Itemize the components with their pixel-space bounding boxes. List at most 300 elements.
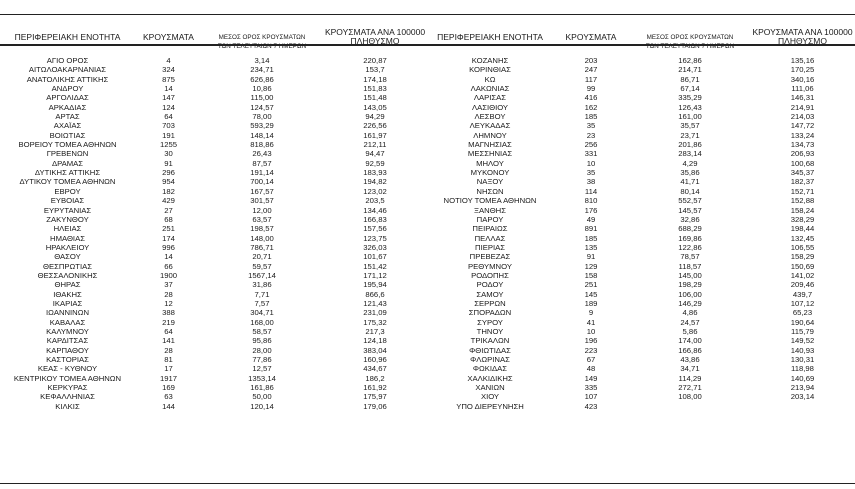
region-cell: ΦΛΩΡΙΝΑΣ xyxy=(470,355,510,364)
table-row xyxy=(428,168,855,177)
table-row xyxy=(428,234,855,243)
table-row xyxy=(0,402,428,411)
region-cell: ΠΑΡΟΥ xyxy=(476,214,504,224)
avg7-cell: 4,29 xyxy=(682,158,698,168)
table-row xyxy=(0,252,428,261)
region-cell: ΘΕΣΣΑΛΟΝΙΚΗΣ xyxy=(37,270,98,280)
per100k-cell: 106,55 xyxy=(790,242,815,252)
cases-cell: 296 xyxy=(162,168,175,178)
cases-cell: 68 xyxy=(164,214,173,224)
per100k-cell: 190,64 xyxy=(790,317,815,327)
avg7-cell: 63,57 xyxy=(252,214,272,224)
region-cell: ΛΗΜΝΟΥ xyxy=(473,130,507,140)
region-cell: ΚΙΛΚΙΣ xyxy=(55,401,80,411)
avg7-cell: 59,57 xyxy=(252,261,272,271)
avg7-cell: 114,29 xyxy=(678,373,702,383)
cases-cell: 129 xyxy=(584,261,598,271)
avg7-cell: 23,71 xyxy=(680,130,700,140)
cases-cell: 203 xyxy=(584,56,598,65)
per100k-cell: 175,32 xyxy=(363,317,387,327)
table-row xyxy=(428,112,855,121)
table-row xyxy=(428,215,855,224)
avg7-cell: 168,00 xyxy=(250,317,274,327)
region-cell: ΚΩ xyxy=(484,74,496,84)
region-cell: ΖΑΚΥΝΘΟΥ xyxy=(46,214,89,224)
cases-cell: 37 xyxy=(164,280,173,290)
avg7-cell: 161,00 xyxy=(678,112,702,122)
cases-cell: 10 xyxy=(586,158,596,168)
region-cell: ΛΕΥΚΑΔΑΣ xyxy=(469,121,511,131)
region-cell: ΔΡΑΜΑΣ xyxy=(51,158,84,168)
table-row xyxy=(428,355,855,364)
header-avg7-left-line2: ΤΩΝ ΤΕΛΕΥΤΑΙΩΝ 7 ΗΜΕΡΩΝ xyxy=(217,43,307,50)
region-cell: ΑΓΙΟ ΟΡΟΣ xyxy=(46,56,89,65)
per100k-cell: 151,42 xyxy=(363,261,387,271)
avg7-cell: 80,14 xyxy=(680,186,700,196)
region-cell: ΡΕΘΥΜΝΟΥ xyxy=(468,261,512,271)
region-cell: ΠΕΙΡΑΙΩΣ xyxy=(472,224,508,234)
per100k-cell: 124,18 xyxy=(363,336,387,346)
table-row xyxy=(428,299,855,308)
per100k-cell: 220,87 xyxy=(363,56,387,65)
avg7-cell: 31,86 xyxy=(252,280,272,290)
table-row xyxy=(0,308,428,317)
region-cell: ΑΝΔΡΟΥ xyxy=(51,84,84,94)
cases-cell: 251 xyxy=(162,224,175,234)
per100k-cell: 866,6 xyxy=(365,289,385,299)
avg7-cell: 126,43 xyxy=(678,102,702,112)
avg7-cell: 7,57 xyxy=(254,298,270,308)
region-cell: ΑΡΚΑΔΙΑΣ xyxy=(48,102,87,112)
per100k-cell: 383,04 xyxy=(363,345,387,355)
cases-cell: 388 xyxy=(162,308,175,318)
region-cell: ΗΡΑΚΛΕΙΟΥ xyxy=(45,242,90,252)
left-data-table xyxy=(0,56,428,411)
per100k-cell: 328,29 xyxy=(790,214,815,224)
region-cell: ΣΥΡΟΥ xyxy=(477,317,503,327)
cases-cell: 875 xyxy=(162,74,175,84)
table-row xyxy=(428,121,855,130)
region-cell: ΘΗΡΑΣ xyxy=(54,280,81,290)
region-cell: ΚΕΑΣ - ΚΥΘΝΟΥ xyxy=(37,364,98,374)
table-row xyxy=(0,56,428,65)
avg7-cell: 786,71 xyxy=(250,242,274,252)
avg7-cell: 78,57 xyxy=(680,252,700,262)
region-cell: ΘΕΣΠΡΩΤΙΑΣ xyxy=(43,261,92,271)
cases-cell: 185 xyxy=(584,233,598,243)
cases-cell: 145 xyxy=(584,289,598,299)
cases-cell: 219 xyxy=(162,317,175,327)
cases-cell: 703 xyxy=(162,121,175,131)
header-region-left: ΠΕΡΙΦΕΡΕΙΑΚΗ ΕΝΟΤΗΤΑ xyxy=(14,32,121,42)
table-row xyxy=(0,318,428,327)
region-cell: ΒΟΡΕΙΟΥ ΤΟΜΕΑ ΑΘΗΝΩΝ xyxy=(18,140,117,150)
avg7-cell: 166,86 xyxy=(678,345,702,355)
avg7-cell xyxy=(630,402,750,411)
cases-cell: 247 xyxy=(584,65,598,75)
region-cell: ΗΛΕΙΑΣ xyxy=(53,224,82,234)
avg7-cell: 24,57 xyxy=(680,317,700,327)
per100k-cell: 182,37 xyxy=(790,177,815,187)
header-per100k-right-line1: ΚΡΟΥΣΜΑΤΑ ΑΝΑ 100000 xyxy=(752,27,853,37)
cases-cell: 176 xyxy=(584,205,598,215)
per100k-cell xyxy=(750,402,855,411)
cases-cell: 256 xyxy=(584,140,598,150)
avg7-cell: 162,86 xyxy=(678,56,702,65)
region-cell: ΘΑΣΟΥ xyxy=(54,252,81,262)
per100k-cell: 226,56 xyxy=(363,121,387,131)
per100k-cell: 217,3 xyxy=(365,326,385,336)
table-row xyxy=(0,234,428,243)
table-row xyxy=(428,243,855,252)
table-row xyxy=(0,290,428,299)
per100k-cell: 171,12 xyxy=(363,270,387,280)
avg7-cell: 78,00 xyxy=(252,112,272,122)
table-row xyxy=(428,402,855,411)
region-cell: ΚΑΣΤΟΡΙΑΣ xyxy=(46,355,89,364)
per100k-cell: 133,24 xyxy=(790,130,815,140)
region-cell: ΠΙΕΡΙΑΣ xyxy=(475,242,505,252)
avg7-cell: 3,14 xyxy=(254,56,270,65)
cases-cell: 10 xyxy=(586,326,596,336)
table-row xyxy=(0,346,428,355)
table-row xyxy=(0,112,428,121)
region-cell: ΡΟΔΟΠΗΣ xyxy=(471,270,509,280)
cases-cell: 810 xyxy=(584,196,598,206)
table-row xyxy=(428,346,855,355)
per100k-cell: 151,48 xyxy=(363,93,387,103)
region-cell: ΚΑΡΠΑΘΟΥ xyxy=(46,345,89,355)
per100k-cell: 161,92 xyxy=(363,383,387,393)
table-row xyxy=(0,149,428,158)
avg7-cell: 174,00 xyxy=(678,336,702,346)
cases-cell: 114 xyxy=(584,186,598,196)
cases-cell: 64 xyxy=(164,112,173,122)
avg7-cell: 120,14 xyxy=(250,401,274,411)
avg7-cell: 58,57 xyxy=(252,326,272,336)
per100k-cell: 157,56 xyxy=(363,224,387,234)
per100k-cell: 147,72 xyxy=(790,121,815,131)
per100k-cell: 111,06 xyxy=(791,84,814,94)
per100k-cell: 203,14 xyxy=(790,392,815,402)
avg7-cell: 28,00 xyxy=(252,345,272,355)
per100k-cell: 135,16 xyxy=(790,56,815,65)
avg7-cell: 146,29 xyxy=(678,298,702,308)
table-row xyxy=(428,318,855,327)
per100k-cell: 143,05 xyxy=(363,102,387,112)
header-avg7-right-line2: ΤΩΝ ΤΕΛΕΥΤΑΙΩΝ 7 ΗΜΕΡΩΝ xyxy=(645,43,735,50)
per100k-cell: 194,82 xyxy=(363,177,387,187)
region-cell: ΦΘΙΩΤΙΔΑΣ xyxy=(469,345,511,355)
avg7-cell: 20,71 xyxy=(252,252,272,262)
region-cell: ΑΙΤΩΛΟΑΚΑΡΝΑΝΙΑΣ xyxy=(28,65,107,75)
region-cell: ΔΥΤΙΚΗΣ ΑΤΤΙΚΗΣ xyxy=(34,168,101,178)
avg7-cell: 335,29 xyxy=(678,93,702,103)
table-row xyxy=(0,140,428,149)
table-row xyxy=(0,374,428,383)
avg7-cell: 1353,14 xyxy=(248,373,276,383)
region-cell: ΝΑΞΟΥ xyxy=(476,177,504,187)
header-avg7-left xyxy=(202,33,322,51)
avg7-cell: 4,86 xyxy=(682,308,698,318)
avg7-cell: 122,86 xyxy=(678,242,702,252)
avg7-cell: 10,86 xyxy=(252,84,272,94)
cases-cell: 41 xyxy=(586,317,596,327)
region-cell: ΤΡΙΚΑΛΩΝ xyxy=(470,336,510,346)
per100k-cell: 186,2 xyxy=(365,373,385,383)
cases-cell: 141 xyxy=(162,336,175,346)
cases-cell: 996 xyxy=(162,242,175,252)
table-row xyxy=(0,168,428,177)
region-cell: ΛΑΚΩΝΙΑΣ xyxy=(470,84,510,94)
table-row xyxy=(428,187,855,196)
per100k-cell: 123,02 xyxy=(363,186,387,196)
table-row xyxy=(428,196,855,205)
cases-cell: 12 xyxy=(164,298,173,308)
cases-cell: 35 xyxy=(586,168,596,178)
avg7-cell: 32,86 xyxy=(680,214,700,224)
cases-cell: 162 xyxy=(584,102,598,112)
per100k-cell: 121,43 xyxy=(363,298,387,308)
cases-cell: 23 xyxy=(586,130,596,140)
per100k-cell: 153,7 xyxy=(365,65,385,75)
per100k-cell: 434,67 xyxy=(363,364,387,374)
region-cell: ΜΗΛΟΥ xyxy=(476,158,504,168)
per100k-cell: 158,29 xyxy=(790,252,815,262)
cases-cell: 124 xyxy=(162,102,175,112)
cases-cell: 28 xyxy=(164,345,173,355)
avg7-cell: 50,00 xyxy=(252,392,272,402)
avg7-cell: 301,57 xyxy=(250,196,274,206)
table-row xyxy=(0,392,428,401)
avg7-cell: 35,86 xyxy=(680,168,700,178)
avg7-cell: 148,00 xyxy=(250,233,274,243)
region-cell: ΚΟΡΙΝΘΙΑΣ xyxy=(469,65,511,75)
region-cell: ΠΕΛΛΑΣ xyxy=(474,233,506,243)
avg7-cell: 145,00 xyxy=(678,270,702,280)
cases-cell: 28 xyxy=(164,289,173,299)
per100k-cell: 174,18 xyxy=(363,74,387,84)
avg7-cell: 169,86 xyxy=(678,233,702,243)
bottom-rule xyxy=(0,483,855,484)
per100k-cell: 141,02 xyxy=(790,270,815,280)
right-data-table xyxy=(428,56,855,411)
cases-cell: 335 xyxy=(584,383,598,393)
region-cell: ΕΒΡΟΥ xyxy=(54,186,81,196)
cases-cell: 91 xyxy=(164,158,173,168)
per100k-cell: 92,59 xyxy=(365,158,385,168)
cases-cell: 891 xyxy=(584,224,598,234)
avg7-cell: 35,57 xyxy=(680,121,700,131)
cases-cell: 38 xyxy=(586,177,596,187)
avg7-cell: 115,00 xyxy=(250,93,274,103)
per100k-cell: 203,5 xyxy=(365,196,385,206)
cases-cell: 182 xyxy=(162,186,175,196)
region-cell: ΚΟΖΑΝΗΣ xyxy=(471,56,509,65)
per100k-cell: 151,83 xyxy=(363,84,387,94)
table-row xyxy=(428,140,855,149)
region-cell: ΚΕΦΑΛΛΗΝΙΑΣ xyxy=(40,392,95,402)
table-row xyxy=(0,327,428,336)
per100k-cell: 213,94 xyxy=(790,383,815,393)
header-per100k-right-line2: ΠΛΗΘΥΣΜΟ xyxy=(778,36,827,46)
per100k-cell: 175,97 xyxy=(363,392,387,402)
table-row xyxy=(428,131,855,140)
avg7-cell: 67,14 xyxy=(680,84,700,94)
cases-cell: 174 xyxy=(162,233,175,243)
per100k-cell: 140,69 xyxy=(790,373,815,383)
per100k-cell: 212,11 xyxy=(363,140,387,150)
header-per100k-left-line2: ΠΛΗΘΥΣΜΟ xyxy=(350,36,400,46)
cases-cell: 169 xyxy=(162,383,175,393)
per100k-cell: 340,16 xyxy=(790,74,815,84)
table-row xyxy=(0,93,428,102)
table-row xyxy=(0,121,428,130)
region-cell: ΣΠΟΡΑΔΩΝ xyxy=(468,308,512,318)
region-cell: ΙΚΑΡΙΑΣ xyxy=(52,298,83,308)
avg7-cell: 118,57 xyxy=(678,261,702,271)
region-cell: ΝΗΣΩΝ xyxy=(476,186,504,196)
per100k-cell: 149,52 xyxy=(790,336,815,346)
cases-cell: 147 xyxy=(162,93,175,103)
avg7-cell: 214,71 xyxy=(678,65,702,75)
table-row xyxy=(0,65,428,74)
top-rule xyxy=(0,14,855,15)
table-row xyxy=(428,308,855,317)
header-cases-left: ΚΡΟΥΣΜΑΤΑ xyxy=(143,32,194,42)
table-row xyxy=(0,187,428,196)
header-cases-right: ΚΡΟΥΣΜΑΤΑ xyxy=(565,32,617,42)
per100k-cell: 140,93 xyxy=(790,345,815,355)
per100k-cell: 439,7 xyxy=(792,289,813,299)
region-cell: ΔΥΤΙΚΟΥ ΤΟΜΕΑ ΑΘΗΝΩΝ xyxy=(19,177,116,187)
avg7-cell: 283,14 xyxy=(678,149,702,159)
cases-cell: 1917 xyxy=(159,373,178,383)
per100k-cell: 161,97 xyxy=(363,130,387,140)
table-row xyxy=(428,271,855,280)
region-cell: ΞΑΝΘΗΣ xyxy=(474,205,506,215)
per100k-cell: 231,09 xyxy=(363,308,387,318)
region-cell: ΜΑΓΝΗΣΙΑΣ xyxy=(468,140,512,150)
avg7-cell: 201,86 xyxy=(678,140,702,150)
table-row xyxy=(428,75,855,84)
table-row xyxy=(0,177,428,186)
region-cell: ΓΡΕΒΕΝΩΝ xyxy=(46,149,89,159)
per100k-cell: 150,69 xyxy=(790,261,815,271)
avg7-cell: 191,14 xyxy=(250,168,274,178)
avg7-cell: 26,43 xyxy=(252,149,272,159)
cases-cell: 117 xyxy=(584,74,598,84)
cases-cell: 191 xyxy=(162,130,175,140)
cases-cell: 223 xyxy=(584,345,598,355)
avg7-cell: 43,86 xyxy=(680,355,700,364)
cases-cell: 324 xyxy=(162,65,175,75)
table-row xyxy=(0,262,428,271)
per100k-cell: 152,88 xyxy=(790,196,815,206)
cases-cell: 189 xyxy=(584,298,598,308)
region-cell: ΧΙΟΥ xyxy=(480,392,500,402)
avg7-cell: 198,29 xyxy=(678,280,702,290)
avg7-cell: 95,86 xyxy=(252,336,272,346)
table-row xyxy=(0,271,428,280)
cases-cell: 14 xyxy=(164,252,173,262)
table-row xyxy=(0,224,428,233)
region-cell: ΚΑΡΔΙΤΣΑΣ xyxy=(46,336,89,346)
region-cell: ΤΗΝΟΥ xyxy=(476,326,504,336)
cases-cell: 1900 xyxy=(159,270,178,280)
header-region-right: ΠΕΡΙΦΕΡΕΙΑΚΗ ΕΝΟΤΗΤΑ xyxy=(437,32,543,42)
table-row xyxy=(0,159,428,168)
cases-cell: 429 xyxy=(162,196,175,206)
cases-cell: 30 xyxy=(164,149,173,159)
region-cell: ΥΠΟ ΔΙΕΡΕΥΝΗΣΗ xyxy=(456,401,524,411)
table-row xyxy=(0,215,428,224)
avg7-cell: 161,86 xyxy=(250,383,274,393)
avg7-cell: 688,29 xyxy=(678,224,702,234)
region-cell: ΛΑΣΙΘΙΟΥ xyxy=(471,102,509,112)
avg7-cell: 234,71 xyxy=(250,65,274,75)
region-cell: ΣΕΡΡΩΝ xyxy=(474,298,506,308)
region-cell: ΧΑΝΙΩΝ xyxy=(475,383,505,393)
region-cell: ΑΡΤΑΣ xyxy=(55,112,80,122)
region-cell: ΣΑΜΟΥ xyxy=(476,289,504,299)
cases-cell: 251 xyxy=(584,280,598,290)
header-avg7-right xyxy=(630,33,750,51)
cases-cell: 14 xyxy=(164,84,173,94)
region-cell: ΕΥΡΥΤΑΝΙΑΣ xyxy=(43,205,92,215)
table-row xyxy=(0,336,428,345)
region-cell: ΛΑΡΙΣΑΣ xyxy=(473,93,507,103)
per100k-cell: 166,83 xyxy=(363,214,387,224)
per100k-cell: 94,29 xyxy=(365,112,385,122)
table-row xyxy=(0,299,428,308)
avg7-cell: 86,71 xyxy=(680,74,700,84)
per100k-cell: 118,98 xyxy=(791,364,814,374)
region-cell: ΠΡΕΒΕΖΑΣ xyxy=(469,252,511,262)
cases-cell: 1255 xyxy=(159,140,178,150)
per100k-cell: 195,94 xyxy=(363,280,387,290)
header-avg7-right-line1: ΜΕΣΟΣ ΟΡΟΣ ΚΡΟΥΣΜΑΤΩΝ xyxy=(646,34,734,41)
cases-cell: 158 xyxy=(584,270,598,280)
cases-cell: 64 xyxy=(164,326,173,336)
cases-cell: 196 xyxy=(584,336,598,346)
avg7-cell: 12,57 xyxy=(252,364,272,374)
avg7-cell: 593,29 xyxy=(250,121,274,131)
table-row xyxy=(0,131,428,140)
avg7-cell: 41,71 xyxy=(680,177,700,187)
per100k-cell: 214,91 xyxy=(790,102,815,112)
header-avg7-left-line1: ΜΕΣΟΣ ΟΡΟΣ ΚΡΟΥΣΜΑΤΩΝ xyxy=(218,34,306,41)
region-cell: ΜΥΚΟΝΟΥ xyxy=(470,168,510,178)
per100k-cell: 134,73 xyxy=(790,140,815,150)
avg7-cell: 87,57 xyxy=(252,158,272,168)
per100k-cell: 132,45 xyxy=(790,233,815,243)
avg7-cell: 304,71 xyxy=(250,308,274,318)
table-row xyxy=(428,280,855,289)
region-cell: ΕΥΒΟΙΑΣ xyxy=(50,196,85,206)
table-row xyxy=(428,103,855,112)
region-cell: ΜΕΣΣΗΝΙΑΣ xyxy=(467,149,513,159)
cases-cell: 185 xyxy=(584,112,598,122)
per100k-cell: 198,44 xyxy=(790,224,815,234)
table-row xyxy=(428,206,855,215)
cases-cell: 4 xyxy=(166,56,171,65)
avg7-cell: 12,00 xyxy=(252,205,272,215)
table-row xyxy=(428,383,855,392)
region-cell: ΙΩΑΝΝΙΝΩΝ xyxy=(45,308,90,318)
cases-cell: 954 xyxy=(162,177,175,187)
table-row xyxy=(0,355,428,364)
